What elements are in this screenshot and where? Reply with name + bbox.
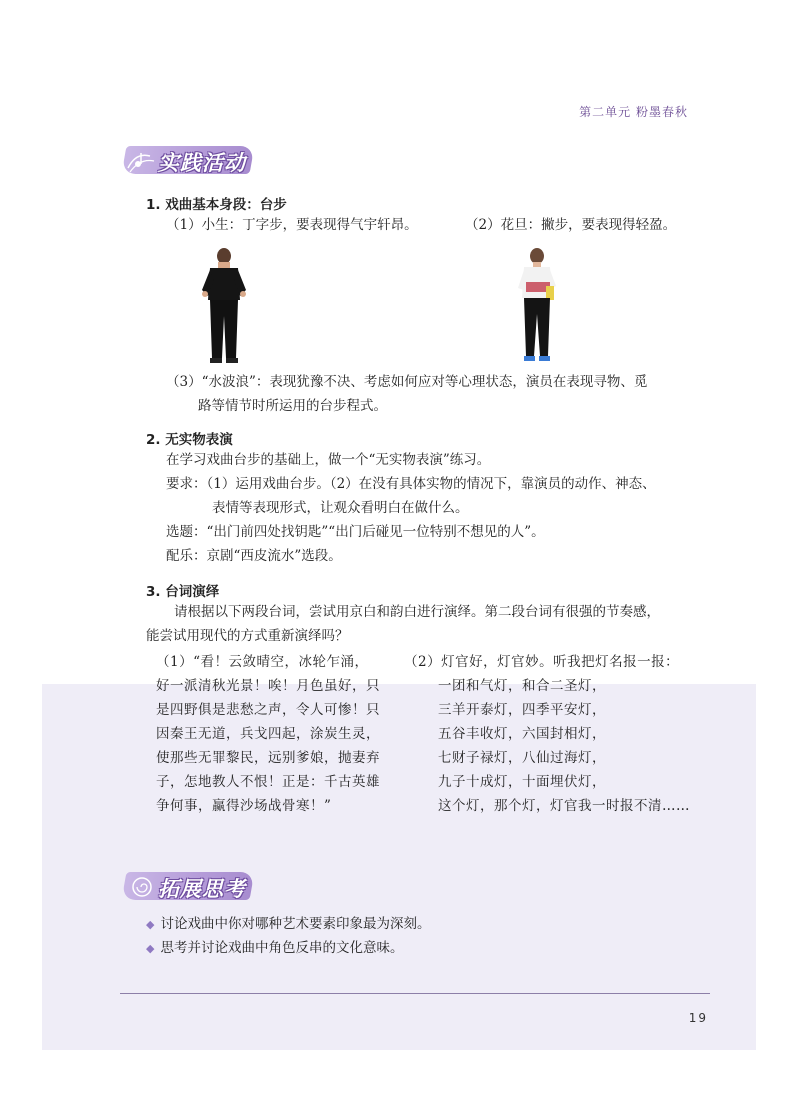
thinking-bullet bbox=[146, 912, 430, 937]
diamond-bullet-icon: ◆ bbox=[146, 942, 155, 955]
poem1-line: 是四野俱是悲愁之声，令人可惨！只 bbox=[156, 702, 380, 718]
poem2-line: 这个灯，那个灯，灯官我一时报不清…… bbox=[438, 798, 690, 814]
music-label: 配乐： bbox=[166, 548, 207, 564]
diamond-bullet-icon: ◆ bbox=[146, 918, 155, 931]
swirl-icon bbox=[126, 874, 158, 900]
requirement-text: （1）运用戏曲台步。（2）在没有具体实物的情况下，靠演员的动作、神态、 bbox=[206, 476, 656, 492]
huadan-performer-photo bbox=[512, 246, 562, 368]
item3-intro-line1: 请根据以下两段台词，尝试用京白和韵白进行演绎。第二段台词有很强的节奏感， bbox=[174, 604, 660, 620]
footer-rule bbox=[120, 993, 710, 994]
poem1-line: 因秦王无道，兵戈四起，涂炭生灵， bbox=[156, 726, 380, 742]
poem1-line: 子，怎地教人不恨！正是：千古英雄 bbox=[156, 774, 380, 790]
unit-header: 第二单元 粉墨春秋 bbox=[579, 105, 688, 119]
requirement-label: 要求： bbox=[166, 476, 207, 492]
poem2-line: 九子十成灯，十面埋伏灯， bbox=[438, 774, 606, 790]
poem1-line: 争何事，赢得沙场战骨寒！” bbox=[156, 798, 332, 814]
item1-sub3-line1: （3）“水波浪”：表现犹豫不决、考虑如何应对等心理状态，演员在表现寻物、觅 bbox=[166, 374, 648, 390]
poem2-line: 一团和气灯，和合二圣灯， bbox=[438, 678, 606, 694]
music-text: 京剧“西皮流水”选段。 bbox=[206, 548, 342, 564]
item1-sub1: （1）小生：丁字步，要表现得气宇轩昂。 bbox=[166, 217, 418, 233]
item2-intro: 在学习戏曲台步的基础上，做一个“无实物表演”练习。 bbox=[166, 452, 491, 468]
poem1-line: 好一派清秋光景！唉！月色虽好，只 bbox=[156, 678, 380, 694]
item2-requirement-line1 bbox=[166, 472, 656, 496]
poem2-line: （2）灯官好，灯官妙。听我把灯名报一报： bbox=[404, 654, 680, 670]
poem1-line: 使那些无罪黎民，远别爹娘，抛妻弃 bbox=[156, 750, 380, 766]
thinking-bullet-text: 思考并讨论戏曲中角色反串的文化意味。 bbox=[160, 940, 404, 956]
poem1-block bbox=[156, 650, 380, 818]
item2-music bbox=[166, 544, 342, 568]
thinking-bullet bbox=[146, 936, 403, 961]
page-number: 19 bbox=[688, 1011, 708, 1025]
poem2-block bbox=[404, 650, 690, 818]
practice-activity-banner bbox=[124, 142, 264, 178]
item1-sub2: （2）花旦：撇步，要表现得轻盈。 bbox=[465, 217, 677, 233]
poem2-line: 五谷丰收灯，六国封相灯， bbox=[438, 726, 606, 742]
poem1-line: （1）“看！云敛晴空，冰轮乍涌， bbox=[156, 654, 369, 670]
xiaosheng-performer-photo bbox=[196, 246, 252, 368]
item3-heading: 3. 台词演绎 bbox=[146, 584, 220, 600]
thinking-bullet-text: 讨论戏曲中你对哪种艺术要素印象最为深刻。 bbox=[160, 916, 431, 932]
banner-title: 实践活动 bbox=[158, 151, 246, 175]
item2-topic bbox=[166, 520, 545, 544]
music-note-icon bbox=[126, 148, 158, 174]
topic-label: 选题： bbox=[166, 524, 207, 540]
item2-heading: 2. 无实物表演 bbox=[146, 432, 233, 448]
extended-thinking-banner bbox=[124, 868, 264, 904]
item3-intro-line2: 能尝试用现代的方式重新演绎吗？ bbox=[146, 628, 349, 644]
banner-title: 拓展思考 bbox=[158, 877, 246, 901]
item1-sub3-line2: 路等情节时所运用的台步程式。 bbox=[198, 398, 387, 414]
poem2-line: 三羊开泰灯，四季平安灯， bbox=[438, 702, 606, 718]
topic-text: “出门前四处找钥匙”“出门后碰见一位特别不想见的人”。 bbox=[206, 524, 545, 540]
item2-requirement-line2: 表情等表现形式，让观众看明白在做什么。 bbox=[212, 500, 469, 516]
poem2-line: 七财子禄灯，八仙过海灯， bbox=[438, 750, 606, 766]
item1-heading: 1. 戏曲基本身段：台步 bbox=[146, 197, 287, 213]
